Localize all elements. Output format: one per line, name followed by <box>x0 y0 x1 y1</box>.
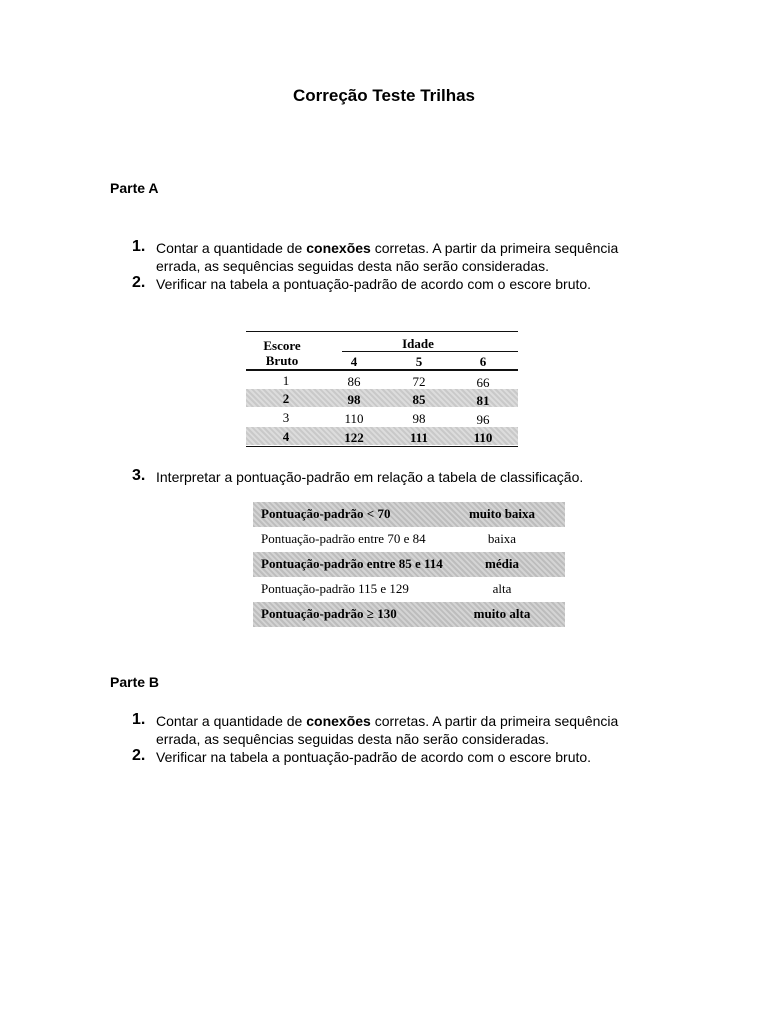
table-row <box>253 502 565 527</box>
parte-b-steps <box>132 712 652 766</box>
list-item <box>132 275 652 293</box>
class-label: Pontuação-padrão < 70 <box>261 506 391 521</box>
step-text: Verificar na tabela a pontuação-padrão de acordo com o escore bruto. <box>156 749 592 765</box>
step-text-bold: conexões <box>306 713 371 729</box>
class-value: alta <box>492 581 512 596</box>
step-text-bold: conexões <box>306 240 371 256</box>
cell: 85 <box>412 392 426 407</box>
header-score-2: Bruto <box>265 353 299 368</box>
cell: 66 <box>476 375 490 390</box>
step-number: 1. <box>132 238 146 255</box>
list-item <box>132 468 652 486</box>
cell: 86 <box>347 374 361 389</box>
age-5: 5 <box>415 354 423 369</box>
age-4: 4 <box>350 354 358 369</box>
header-score-1: Escore <box>263 338 301 353</box>
score-table <box>246 328 518 450</box>
parte-a-steps <box>132 239 652 293</box>
table-row <box>253 527 565 552</box>
cell: 72 <box>412 374 426 389</box>
score-3: 3 <box>282 410 290 425</box>
table-rule <box>246 331 518 332</box>
cell: 81 <box>476 393 490 408</box>
step-number: 1. <box>132 711 146 728</box>
cell: 110 <box>344 411 364 426</box>
table-row <box>253 602 565 627</box>
list-item <box>132 712 652 748</box>
score-1: 1 <box>282 373 290 388</box>
step-number: 3. <box>132 467 146 484</box>
page-title: Correção Teste Trilhas <box>292 86 476 105</box>
section-heading-parte-b: Parte B <box>110 674 160 690</box>
table-row <box>253 552 565 577</box>
table-rule <box>246 446 518 447</box>
age-6: 6 <box>479 354 487 369</box>
header-age: Idade <box>402 336 434 351</box>
step-number: 2. <box>132 274 146 291</box>
step-text: Verificar na tabela a pontuação-padrão de acordo com o escore bruto. <box>156 276 592 292</box>
step-text-pre: Contar a quantidade de <box>156 240 307 256</box>
cell: 111 <box>409 430 429 445</box>
table-row <box>253 577 565 602</box>
class-label: Pontuação-padrão entre 85 e 114 <box>261 556 443 571</box>
step-number: 2. <box>132 747 146 764</box>
cell: 110 <box>473 430 493 445</box>
step-text-post: corretas. A partir da primeira sequência errada, as sequências seguidas desta não serão consideradas. <box>156 713 619 747</box>
cell: 122 <box>344 430 364 445</box>
class-value: muito alta <box>473 606 531 621</box>
class-value: média <box>485 556 519 571</box>
classification-table <box>253 502 565 630</box>
step-text: Interpretar a pontuação-padrão em relação a tabela de classificação. <box>156 469 584 485</box>
list-item <box>132 748 652 766</box>
class-value: baixa <box>487 531 517 546</box>
step-text-pre: Contar a quantidade de <box>156 713 307 729</box>
step-text-post: corretas. A partir da primeira sequência errada, as sequências seguidas desta não serão consideradas. <box>156 240 619 274</box>
section-heading-parte-a: Parte A <box>110 180 159 196</box>
parte-a-step-3 <box>132 468 652 486</box>
cell: 96 <box>476 412 490 427</box>
score-4: 4 <box>282 429 290 444</box>
class-label: Pontuação-padrão entre 70 e 84 <box>261 531 426 546</box>
cell: 98 <box>412 411 426 426</box>
class-label: Pontuação-padrão 115 e 129 <box>261 581 409 596</box>
score-2: 2 <box>282 391 290 406</box>
list-item <box>132 239 652 275</box>
class-value: muito baixa <box>468 506 536 521</box>
class-label: Pontuação-padrão ≥ 130 <box>261 606 397 621</box>
cell: 98 <box>347 392 361 407</box>
